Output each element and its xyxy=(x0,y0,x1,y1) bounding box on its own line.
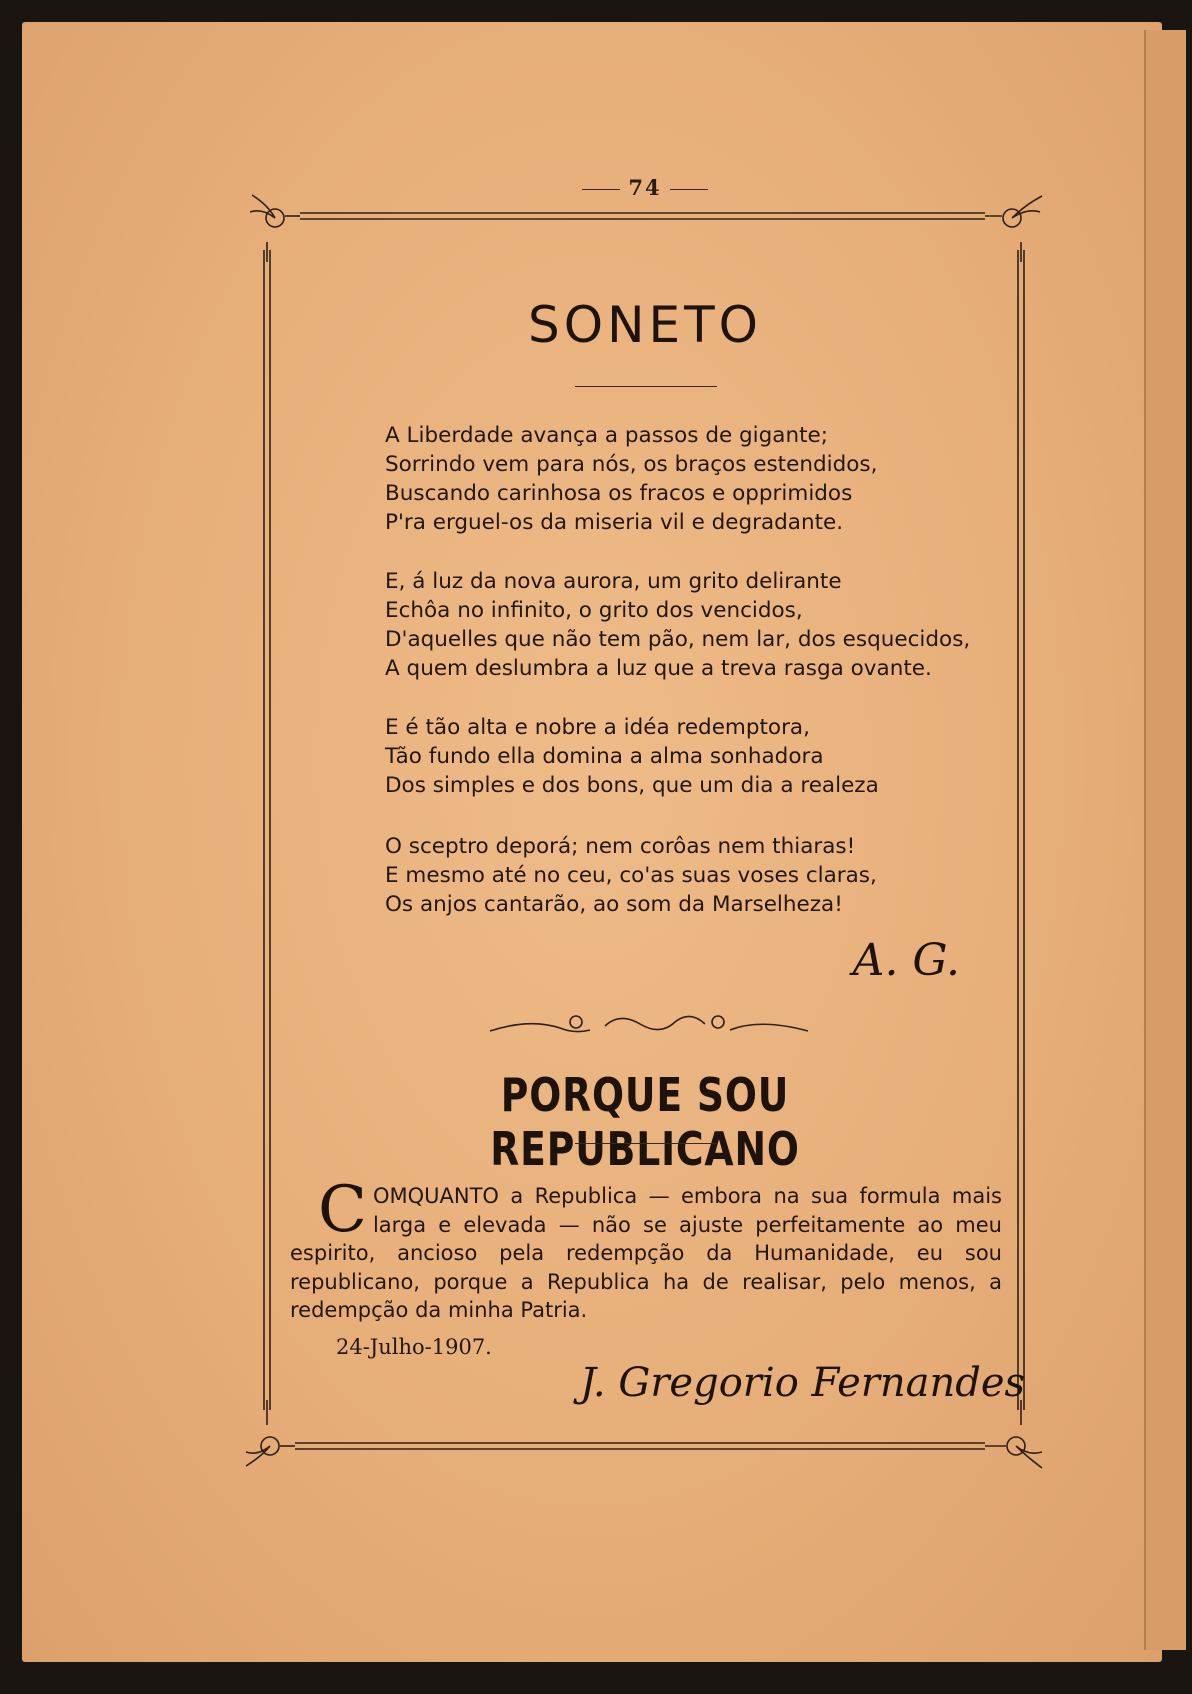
drop-cap: C xyxy=(318,1173,367,1247)
sonnet-title-rule xyxy=(575,386,717,387)
poem-line: D'aquelles que não tem pão, nem lar, dos esquecidos, xyxy=(385,627,971,652)
poem-line: Tão fundo ella domina a alma sonhadora xyxy=(385,744,824,769)
article-title: PORQUE SOU REPUBLICANO xyxy=(490,1068,800,1176)
article-body-text: OMQUANTO a Republica — embora na sua formula mais larga e elevada — não se ajuste perfeitamente ao meu espirito, ancioso pela redempção da Humanidade, eu sou republicano, porque a Republica ha de realisar, pelo menos, a redempção da minha Patria. xyxy=(290,1184,1002,1322)
poem-line: E, á luz da nova aurora, um grito delirante xyxy=(385,569,842,594)
article-date: 24-Julho-1907. xyxy=(336,1335,492,1359)
poem-line: A Liberdade avança a passos de gigante; xyxy=(385,423,828,448)
poem-line: Buscando carinhosa os fracos e opprimidos xyxy=(385,481,853,506)
poem-line: O sceptro deporá; nem corôas nem thiaras! xyxy=(385,834,856,859)
author-signature: J. Gregorio Fernandes xyxy=(580,1360,1026,1406)
poem-line: Dos simples e dos bons, que um dia a realeza xyxy=(385,773,879,798)
sonnet-title: SONETO xyxy=(528,296,762,354)
poem-line: Echôa no infinito, o grito dos vencidos, xyxy=(385,598,803,623)
page-number-dash-right xyxy=(670,189,708,190)
sonnet-stanza-3 xyxy=(385,713,985,800)
article-body xyxy=(290,1173,1002,1325)
poem-line: Os anjos cantarão, ao som da Marselheza! xyxy=(385,892,843,917)
sonnet-stanza-2 xyxy=(385,567,985,683)
facing-page-edge xyxy=(1144,30,1186,1650)
poem-line: Sorrindo vem para nós, os braços estendidos, xyxy=(385,452,878,477)
sonnet-stanza-1 xyxy=(385,421,985,537)
poem-line: E é tão alta e nobre a idéa redemptora, xyxy=(385,715,810,740)
sonnet-stanza-4 xyxy=(385,832,985,919)
poem-line: P'ra erguel-os da miseria vil e degradante. xyxy=(385,510,844,535)
page-number-dash-left xyxy=(582,189,620,190)
poem-line: E mesmo até no ceu, co'as suas voses claras, xyxy=(385,863,877,888)
page-number-value: 74 xyxy=(628,175,662,200)
sonnet-author-initials: A. G. xyxy=(852,935,960,986)
poem-line: A quem deslumbra a luz que a treva rasga ovante. xyxy=(385,656,932,681)
article-title-rule xyxy=(575,1143,717,1144)
page-number xyxy=(560,175,730,200)
